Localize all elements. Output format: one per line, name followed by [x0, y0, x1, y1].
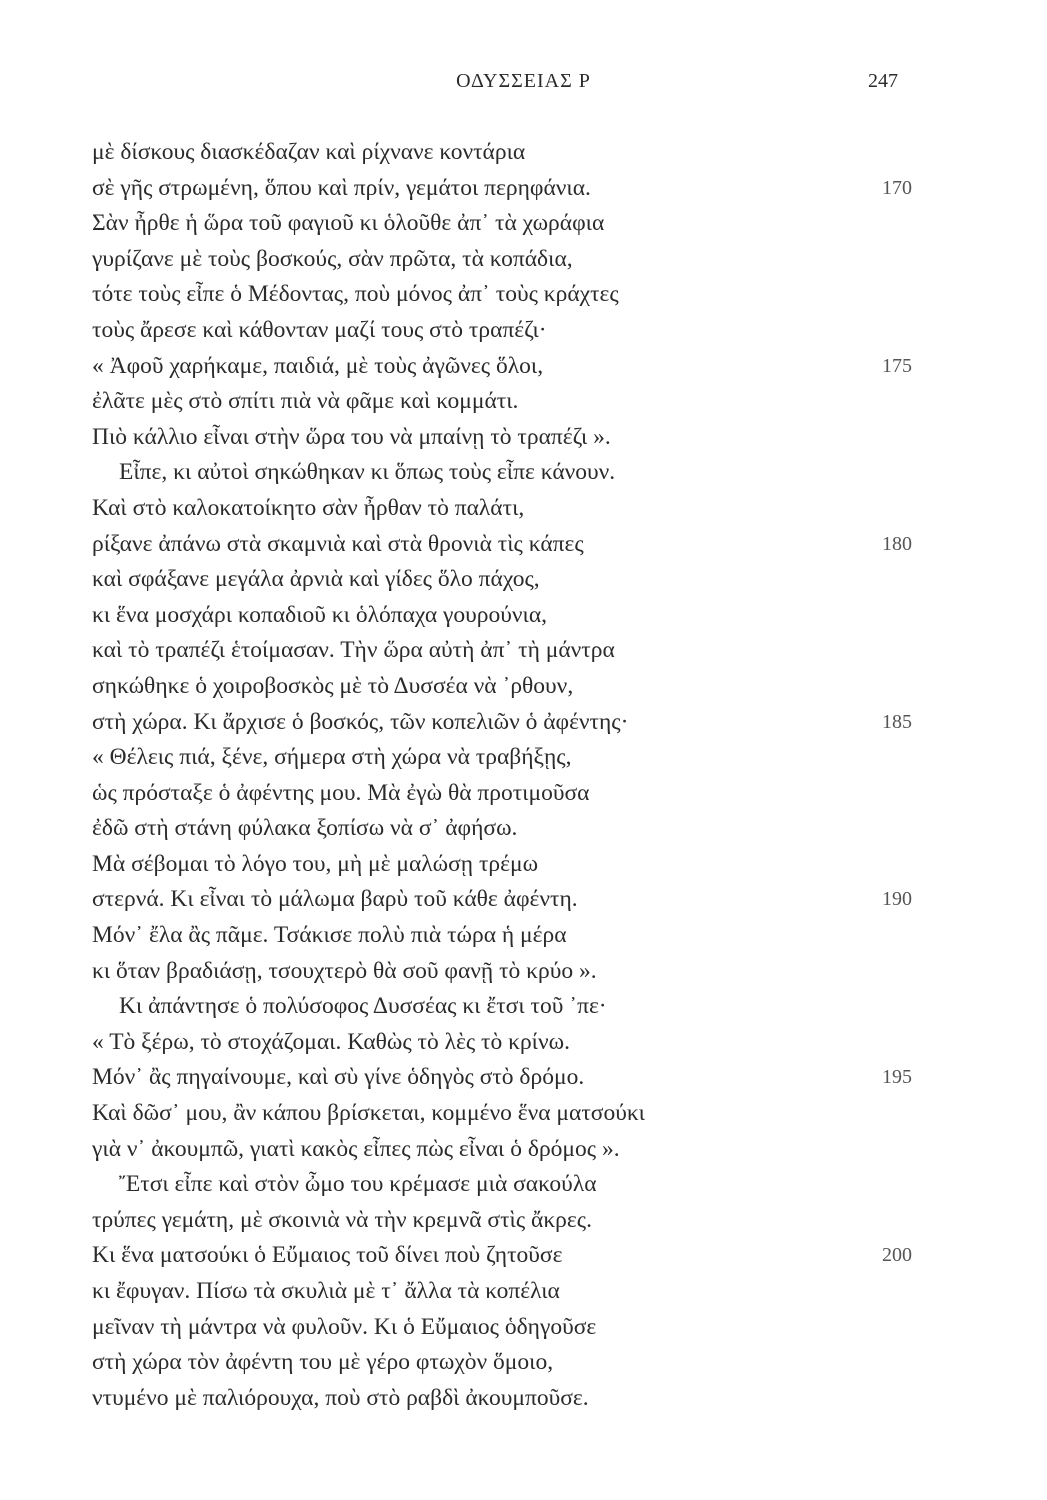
- verse-line: [92, 171, 912, 207]
- verse-line-text: μεῖναν τὴ μάντρα νὰ φυλοῦν. Κι ὁ Εὔμαιος ὁδηγοῦσε: [92, 1313, 597, 1340]
- page-header: [0, 70, 1047, 100]
- line-number: 170: [882, 176, 912, 199]
- verse-line: [92, 669, 812, 705]
- verse-line-text: Πιὸ κάλλιο εἶναι στὴν ὥρα του νὰ μπαίνῃ τὸ τραπέζι ».: [92, 423, 611, 450]
- verse-line-text: γιὰ ν᾽ ἀκουμπῶ, γιατὶ κακὸς εἶπες πὼς εἶναι ὁ δρόμος ».: [92, 1135, 620, 1162]
- verse-line: [92, 349, 912, 385]
- verse-line: [92, 562, 812, 598]
- verse-line-text: Ἔτσι εἶπε καὶ στὸν ὦμο του κρέμασε μιὰ σακούλα: [119, 1171, 597, 1198]
- verse-line-text: Μὰ σέβομαι τὸ λόγο του, μὴ μὲ μαλώσῃ τρέμω: [92, 850, 539, 877]
- verse-line-text: Κι ἀπάντησε ὁ πολύσοφος Δυσσέας κι ἔτσι τοῦ ᾽πε·: [119, 993, 607, 1020]
- running-title: ΟΔΥΣΣΕΙΑΣ Ρ: [456, 70, 591, 92]
- verse-line: [92, 527, 912, 563]
- verse-line-text: σηκώθηκε ὁ χοιροβοσκὸς μὲ τὸ Δυσσέα νὰ ᾽ρθουν,: [92, 672, 574, 699]
- verse-line: [92, 1060, 912, 1096]
- verse-line: [92, 1310, 812, 1346]
- verse-line-text: στερνά. Κι εἶναι τὸ μάλωμα βαρὺ τοῦ κάθε ἀφέντη.: [92, 886, 578, 913]
- verse-line: [92, 954, 812, 990]
- verse-line-text: ἐδῶ στὴ στάνη φύλακα ξοπίσω νὰ σ᾽ ἀφήσω.: [92, 815, 518, 842]
- verse-line: [92, 313, 812, 349]
- verse-line-text: σὲ γῆς στρωμένη, ὅπου καὶ πρίν, γεμάτοι περηφάνια.: [92, 174, 591, 201]
- verse-line-text: μὲ δίσκους διασκέδαζαν καὶ ρίχνανε κοντάρια: [92, 139, 526, 165]
- verse-line-text: γυρίζανε μὲ τοὺς βοσκούς, σὰν πρῶτα, τὰ κοπάδια,: [92, 245, 573, 272]
- verse-line-text: Εἶπε, κι αὐτοὶ σηκώθηκαν κι ὅπως τοὺς εἶπε κάνουν.: [119, 459, 616, 486]
- verse-line-text: ρίξανε ἀπάνω στὰ σκαμνιὰ καὶ στὰ θρονιὰ τὶς κάπες: [92, 530, 584, 557]
- verse-line: [92, 598, 812, 634]
- verse-line-text: Καὶ δῶσ᾽ μου, ἂν κάπου βρίσκεται, κομμένο ἕνα ματσούκι: [92, 1100, 645, 1127]
- verse-line: [92, 206, 812, 242]
- verse-line: [92, 989, 812, 1025]
- line-number: 195: [882, 1066, 912, 1089]
- verse-line-text: « Θέλεις πιά, ξένε, σήμερα στὴ χώρα νὰ τραβήξῃς,: [92, 744, 572, 771]
- verse-line: [92, 1132, 812, 1168]
- verse-line-text: ντυμένο μὲ παλιόρουχα, ποὺ στὸ ραβδὶ ἀκουμποῦσε.: [92, 1384, 589, 1411]
- verse-line-text: στὴ χώρα. Κι ἄρχισε ὁ βοσκός, τῶν κοπελιῶν ὁ ἀφέντης·: [92, 708, 629, 735]
- verse-line-text: Μόν᾽ ἔλα ἂς πᾶμε. Τσάκισε πολὺ πιὰ τώρα ἡ μέρα: [92, 922, 567, 949]
- verse-line: [92, 455, 812, 491]
- verse-line: [92, 1345, 812, 1381]
- page-number: 247: [868, 70, 898, 92]
- verse-line-text: τοὺς ἄρεσε καὶ κάθονταν μαζί τους στὸ τραπέζι·: [92, 316, 547, 343]
- verse-line: [92, 1238, 912, 1274]
- verse-line-text: Καὶ στὸ καλοκατοίκητο σὰν ἦρθαν τὸ παλάτι,: [92, 494, 525, 521]
- verse-line-text: « Τὸ ξέρω, τὸ στοχάζομαι. Καθὼς τὸ λὲς τὸ κρίνω.: [92, 1028, 570, 1055]
- verse-line-text: Κι ἕνα ματσούκι ὁ Εὔμαιος τοῦ δίνει ποὺ ζητοῦσε: [92, 1242, 563, 1269]
- verse-line: [92, 740, 812, 776]
- verse-line-text: καὶ σφάξανε μεγάλα ἀρνιὰ καὶ γίδες ὅλο πάχος,: [92, 566, 540, 593]
- verse-line: [92, 882, 912, 918]
- verse-line: [92, 1274, 812, 1310]
- verse-line-text: τότε τοὺς εἶπε ὁ Μέδοντας, ποὺ μόνος ἀπ᾽ τοὺς κράχτες: [92, 281, 619, 308]
- verse-line-text: κι ἕνα μοσχάρι κοπαδιοῦ κι ὁλόπαχα γουρούνια,: [92, 601, 548, 628]
- verse-line-text: Μόν᾽ ἂς πηγαίνουμε, καὶ σὺ γίνε ὁδηγὸς στὸ δρόμο.: [92, 1064, 585, 1091]
- verse-line-text: « Ἀφοῦ χαρήκαμε, παιδιά, μὲ τοὺς ἀγῶνες ὅλοι,: [92, 352, 544, 379]
- verse-line: [92, 633, 812, 669]
- verse-line: [92, 705, 912, 741]
- verse-line: [92, 420, 812, 456]
- verse-line-text: στὴ χώρα τὸν ἀφέντη του μὲ γέρο φτωχὸν ὅμοιο,: [92, 1349, 554, 1376]
- verse-line-text: κι ὅταν βραδιάσῃ, τσουχτερὸ θὰ σοῦ φανῇ τὸ κρύο ».: [92, 957, 597, 984]
- line-number: 185: [882, 710, 912, 733]
- line-number: 200: [882, 1244, 912, 1267]
- verse-line: [92, 135, 812, 171]
- verse-line: [92, 1167, 812, 1203]
- verse-line-text: καὶ τὸ τραπέζι ἑτοίμασαν. Τὴν ὥρα αὐτὴ ἀπ᾽ τὴ μάντρα: [92, 637, 615, 664]
- verse-line-text: ἐλᾶτε μὲς στὸ σπίτι πιὰ νὰ φᾶμε καὶ κομμάτι.: [92, 388, 519, 415]
- verse-line: [92, 918, 812, 954]
- verse-line-text: Σὰν ἦρθε ἡ ὥρα τοῦ φαγιοῦ κι ὁλοῦθε ἀπ᾽ τὰ χωράφια: [92, 210, 605, 237]
- verse-line-text: τρύπες γεμάτη, μὲ σκοινιὰ νὰ τὴν κρεμνᾶ στὶς ἄκρες.: [92, 1206, 592, 1233]
- verse-line: [92, 847, 812, 883]
- verse-line: [92, 776, 812, 812]
- line-number: 175: [882, 354, 912, 377]
- verse-line: [92, 242, 812, 278]
- verse-line: [92, 384, 812, 420]
- verse-line-text: ὡς πρόσταξε ὁ ἀφέντης μου. Μὰ ἐγὼ θὰ προτιμοῦσα: [92, 779, 590, 806]
- verse-line: [92, 491, 812, 527]
- verse-text: [92, 135, 912, 1416]
- line-number: 190: [882, 888, 912, 911]
- verse-line: [92, 1025, 812, 1061]
- verse-line: [92, 1096, 812, 1132]
- verse-line: [92, 277, 812, 313]
- verse-line: [92, 811, 812, 847]
- verse-line-text: κι ἔφυγαν. Πίσω τὰ σκυλιὰ μὲ τ᾽ ἄλλα τὰ κοπέλια: [92, 1278, 560, 1304]
- line-number: 180: [882, 532, 912, 555]
- verse-line: [92, 1381, 812, 1417]
- verse-line: [92, 1203, 812, 1239]
